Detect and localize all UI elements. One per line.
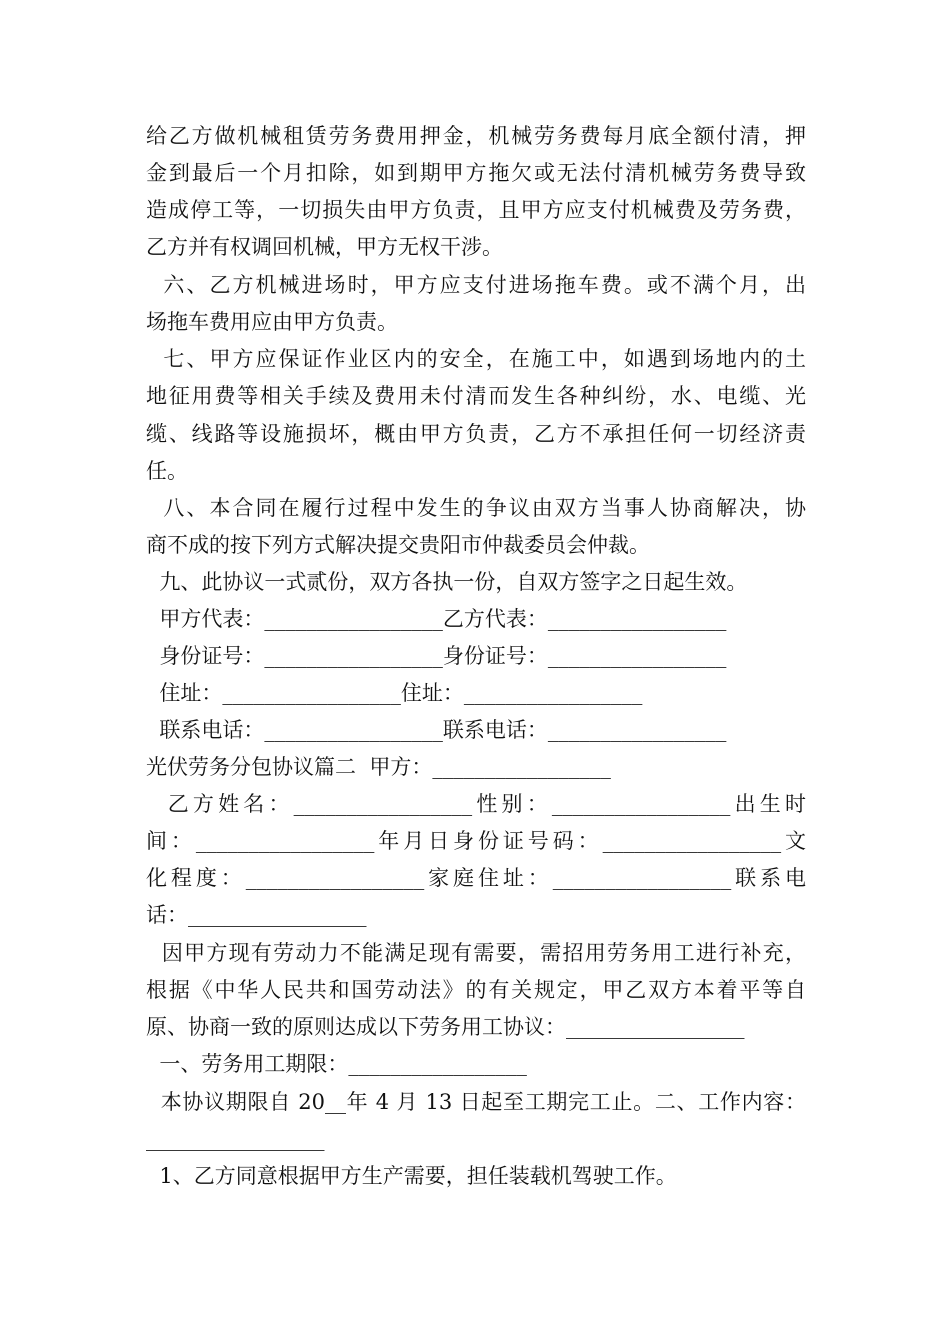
text-line: 造成停工等，一切损失由甲方负责，且甲方应支付机械费及劳务费，: [146, 198, 806, 222]
text-line: 间：_________________年月日身份证号码：_________________文: [146, 829, 806, 853]
text-line: 九、此协议一式贰份，双方各执一份，自双方签字之日起生效。: [146, 570, 748, 594]
text-line: 七、甲方应保证作业区内的安全，在施工中，如遇到场地内的土: [146, 347, 806, 371]
text-line: 身份证号：_________________身份证号：_________________: [146, 644, 727, 668]
text-line: 根据《中华人民共和国劳动法》的有关规定，甲乙双方本着平等自: [146, 978, 806, 1002]
text-line: 地征用费等相关手续及费用未付清而发生各种纠纷，水、电缆、光: [146, 384, 806, 408]
text-line: 任。: [146, 459, 188, 483]
text-line: 商不成的按下列方式解决提交贵阳市仲裁委员会仲裁。: [146, 533, 650, 557]
text-line: 缆、线路等设施损坏，概由甲方负责，乙方不承担任何一切经济责: [146, 422, 806, 446]
text-line: _________________: [146, 1127, 325, 1151]
text-line: 住址：_________________住址：_________________: [146, 681, 643, 705]
text-line: 一、劳务用工期限：_________________: [146, 1052, 527, 1076]
text-line: 乙方姓名：_________________性别：_________________出生时: [146, 792, 806, 816]
text-line: 本协议期限自 20__年 4 月 13 日起至工期完工止。二、工作内容：: [146, 1090, 806, 1114]
text-line: 场拖车费用应由甲方负责。: [146, 310, 398, 334]
text-line: 给乙方做机械租赁劳务费用押金，机械劳务费每月底全额付清，押: [146, 124, 806, 148]
text-line: 乙方并有权调回机械，甲方无权干涉。: [146, 235, 503, 259]
text-line: 光伏劳务分包协议篇二 甲方：_________________: [146, 755, 611, 779]
text-line: 原、协商一致的原则达成以下劳务用工协议：_________________: [146, 1015, 745, 1039]
text-line: 化程度：_________________家庭住址：_________________联系电: [146, 866, 806, 890]
text-line: 1、乙方同意根据甲方生产需要，担任装载机驾驶工作。: [146, 1164, 677, 1188]
text-line: 金到最后一个月扣除，如到期甲方拖欠或无法付清机械劳务费导致: [146, 161, 806, 185]
text-line: 联系电话：_________________联系电话：_________________: [146, 718, 727, 742]
text-line: 六、乙方机械进场时，甲方应支付进场拖车费。或不满个月，出: [146, 273, 806, 297]
text-line: 八、本合同在履行过程中发生的争议由双方当事人协商解决，协: [146, 496, 806, 520]
text-line: 话：_________________: [146, 903, 367, 927]
text-line: 因甲方现有劳动力不能满足现有需要，需招用劳务用工进行补充，: [146, 941, 806, 965]
text-line: 甲方代表：_________________乙方代表：_________________: [146, 607, 727, 631]
